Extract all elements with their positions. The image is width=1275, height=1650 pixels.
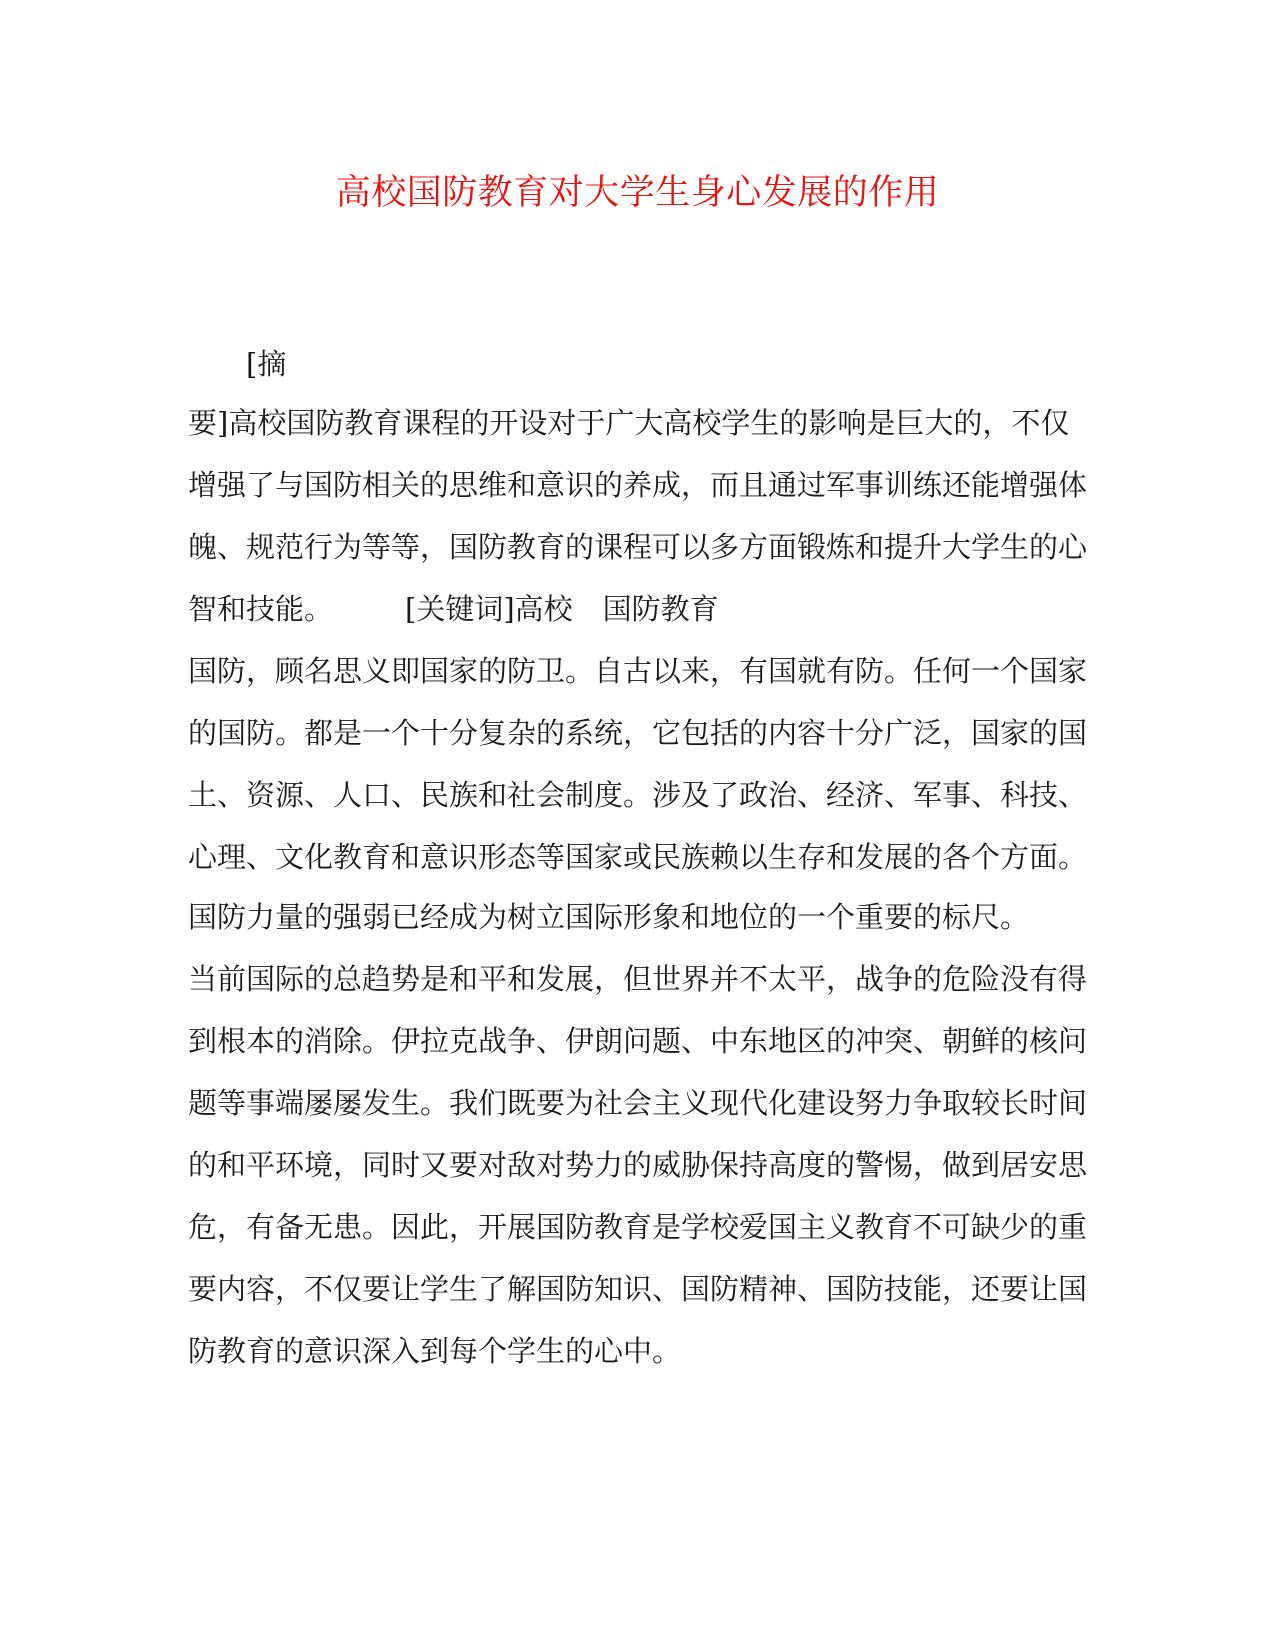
paragraph-line: 心理、文化教育和意识形态等国家或民族赖以生存和发展的各个方面。 [188,840,1088,874]
paragraph-line: 危，有备无患。因此，开展国防教育是学校爱国主义教育不可缺少的重 [188,1210,1088,1244]
abstract-label-start: [摘 [246,347,287,381]
paragraph-line: 国防力量的强弱已经成为树立国际形象和地位的一个重要的标尺。 [188,900,1030,934]
paragraph-line: 的国防。都是一个十分复杂的系统，它包括的内容十分广泛，国家的国 [188,716,1088,750]
paragraph-line: 到根本的消除。伊拉克战争、伊朗问题、中东地区的冲突、朝鲜的核问 [188,1024,1088,1058]
paragraph-line: 题等事端屡屡发生。我们既要为社会主义现代化建设努力争取较长时间 [188,1086,1088,1120]
paragraph-line: 土、资源、人口、民族和社会制度。涉及了政治、经济、军事、科技、 [188,778,1088,812]
paragraph-line: 要内容，不仅要让学生了解国防知识、国防精神、国防技能，还要让国 [188,1272,1088,1306]
paragraph-line: 当前国际的总趋势是和平和发展，但世界并不太平，战争的危险没有得 [188,962,1088,996]
paragraph-line: 国防，顾名思义即国家的防卫。自古以来，有国就有防。任何一个国家 [188,654,1088,688]
abstract-line: 魄、规范行为等等，国防教育的课程可以多方面锻炼和提升大学生的心 [188,530,1088,564]
keywords-label: [关键词] [405,592,515,626]
document-title: 高校国防教育对大学生身心发展的作用 [335,173,940,213]
abstract-keywords-line [188,587,1088,631]
keyword: 高校 [514,592,573,626]
abstract-line: 增强了与国防相关的思维和意识的养成，而且通过军事训练还能增强体 [188,468,1088,502]
paragraph-line: 防教育的意识深入到每个学生的心中。 [188,1334,682,1368]
paragraph-line: 的和平环境，同时又要对敌对势力的威胁保持高度的警惕，做到居安思 [188,1148,1088,1182]
keyword: 国防教育 [602,592,719,626]
abstract-line: 要]高校国防教育课程的开设对于广大高校学生的影响是巨大的，不仅 [188,406,1070,440]
abstract-last-line: 智和技能。 [188,592,334,626]
